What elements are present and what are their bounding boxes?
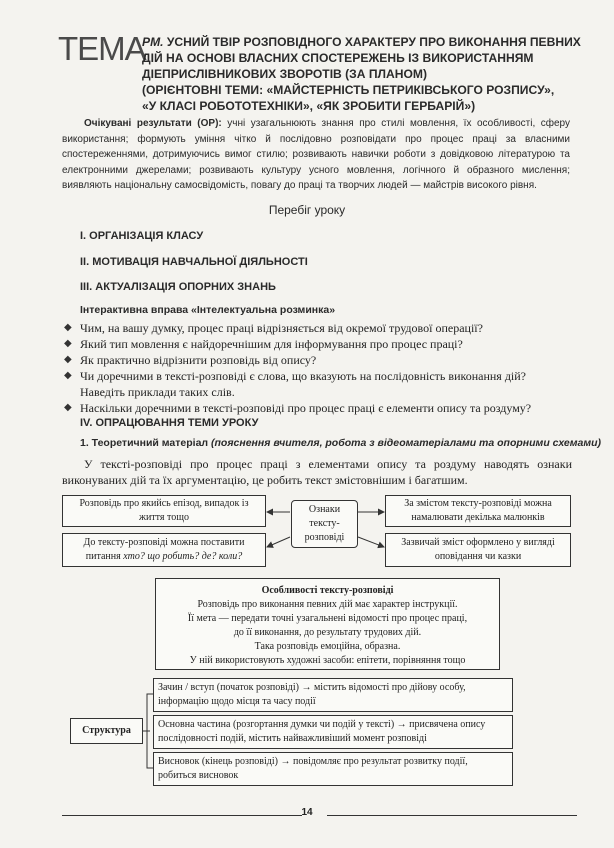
features-line-2: Її мета — передати точні узагальнені відомості про процес праці, <box>187 613 468 624</box>
page-number: 14 <box>301 807 313 818</box>
list-item: ◆ Чим, на вашу думку, процес праці відрізняється від окремої трудової операції? <box>64 321 483 335</box>
list-item: ◆ Як практично відрізнити розповідь від опису? <box>64 353 317 367</box>
structure-item-conclusion: Висновок (кінець розповіді) → повідомляє про результат розвитку події, робиться висновок <box>153 752 513 786</box>
expected-text: учні узагальнюють знання про стилі мовлення, їх особливості, сферу використання; формують уміння чітко й послідовно розповідати про процес праці за власними спостереженнями, дотримуючись вимог стилю; розвивають навички роботи з довідковою літературою та електронними джерелами; розвивають культуру усного мовлення, логічного й образного мислення; виявляють національну самосвідомість, повагу до праці та творчих людей — майстрів високого рівня. <box>62 118 571 192</box>
section-4-heading: IV. ОПРАЦЮВАННЯ ТЕМИ УРОКУ <box>80 417 259 429</box>
features-line-3: до її виконання, до результату трудових дій. <box>233 627 422 638</box>
expected-results <box>62 116 570 194</box>
diagram-box-center: Ознаки тексту-розповіді <box>291 500 358 548</box>
question-list <box>62 320 572 416</box>
rm-prefix: РМ. <box>142 35 164 49</box>
theory-heading: 1. Теоретичний матеріал (пояснення вчителя, робота з відеоматеріалами та опорними схемами) <box>80 437 602 449</box>
features-line-4: Така розповідь емоційна, образна. <box>254 641 401 652</box>
diamond-bullet-icon: ◆ <box>64 402 72 413</box>
lesson-flow-title: Перебіг уроку <box>268 203 346 217</box>
structure-item-main: Основна частина (розгортання думки чи подій у тексті) → присвячена опису послідовності подій, містить найважливіший момент розповіді <box>153 715 513 749</box>
title-line-3: ДІЕПРИСЛІВНИКОВИХ ЗВОРОТІВ (ЗА ПЛАНОМ) <box>142 67 427 81</box>
theory-paragraph: У тексті-розповіді про процес праці з елементами опису та роздуму наводять ознаки виконуваних дій та їх аргументацію, це робить текст змістовнішим і багатшим. <box>62 457 572 487</box>
expected-label: Очікувані результати (ОР): <box>84 118 222 129</box>
list-item: ◆ Чи доречними в тексті-розповіді є слова, що вказують на послідовність виконання дій? Наведіть приклади таких слів. <box>64 369 527 399</box>
title-line-1: УСНИЙ ТВІР РОЗПОВІДНОГО ХАРАКТЕРУ ПРО ВИКОНАННЯ ПЕВНИХ <box>166 35 581 49</box>
title-line-5: «У КЛАСІ РОБОТОТЕХНІКИ», «ЯК ЗРОБИТИ ГЕРБАРІЙ») <box>142 99 476 113</box>
arrow-left-bottom <box>267 537 290 547</box>
list-item: ◆ Наскільки доречними в тексті-розповіді про процес праці є елементи опису та роздуму? <box>64 401 532 415</box>
section-1-heading: І. ОРГАНІЗАЦІЯ КЛАСУ <box>80 230 204 242</box>
exercise-title: Інтерактивна вправа «Інтелектуальна розминка» <box>80 304 336 316</box>
diamond-bullet-icon: ◆ <box>64 370 72 381</box>
diamond-bullet-icon: ◆ <box>64 322 72 333</box>
structure-item-intro: Зачин / вступ (початок розповіді) → містить відомості про дійову особу, інформацію щодо місця та часу події <box>153 678 513 712</box>
diamond-bullet-icon: ◆ <box>64 354 72 365</box>
structure-label-box: Структура <box>70 718 143 744</box>
section-2-heading: ІІ. МОТИВАЦІЯ НАВЧАЛЬНОЇ ДІЯЛЬНОСТІ <box>80 256 308 268</box>
list-item: ◆ Який тип мовлення є найдоречнішим для інформування про процес праці? <box>64 337 463 351</box>
arrow-right-bottom <box>358 537 384 547</box>
diagram-box-right-top: За змістом тексту-розповіді можна намалювати декілька малюнків <box>385 495 571 527</box>
features-heading: Особливості тексту-розповіді <box>261 585 394 596</box>
features-line-5: У ній використовують художні засоби: епітети, порівняння тощо <box>189 655 466 666</box>
diamond-bullet-icon: ◆ <box>64 338 72 349</box>
diagram-box-right-bottom: Зазвичай зміст оформлено у вигляді оповідання чи казки <box>385 533 571 567</box>
diagram-box-left-top: Розповідь про якийсь епізод, випадок із життя тощо <box>62 495 266 527</box>
features-box <box>155 578 500 670</box>
features-line-1: Розповідь про виконання певних дій має характер інструкції. <box>197 599 458 610</box>
tema-label: ТЕМА <box>58 30 146 67</box>
diagram-box-left-bottom: До тексту-розповіді можна поставити питання хто? що робить? де? коли? <box>62 533 266 567</box>
title-line-4: (ОРІЄНТОВНІ ТЕМИ: «МАЙСТЕРНІСТЬ ПЕТРИКІВСЬКОГО РОЗПИСУ», <box>142 83 555 97</box>
lesson-title-block <box>142 34 582 114</box>
lesson-header <box>58 28 581 113</box>
section-3-heading: ІІІ. АКТУАЛІЗАЦІЯ ОПОРНИХ ЗНАНЬ <box>80 281 276 293</box>
title-line-2: ДІЙ НА ОСНОВІ ВЛАСНИХ СПОСТЕРЕЖЕНЬ ІЗ ВИКОРИСТАННЯМ <box>142 51 534 65</box>
